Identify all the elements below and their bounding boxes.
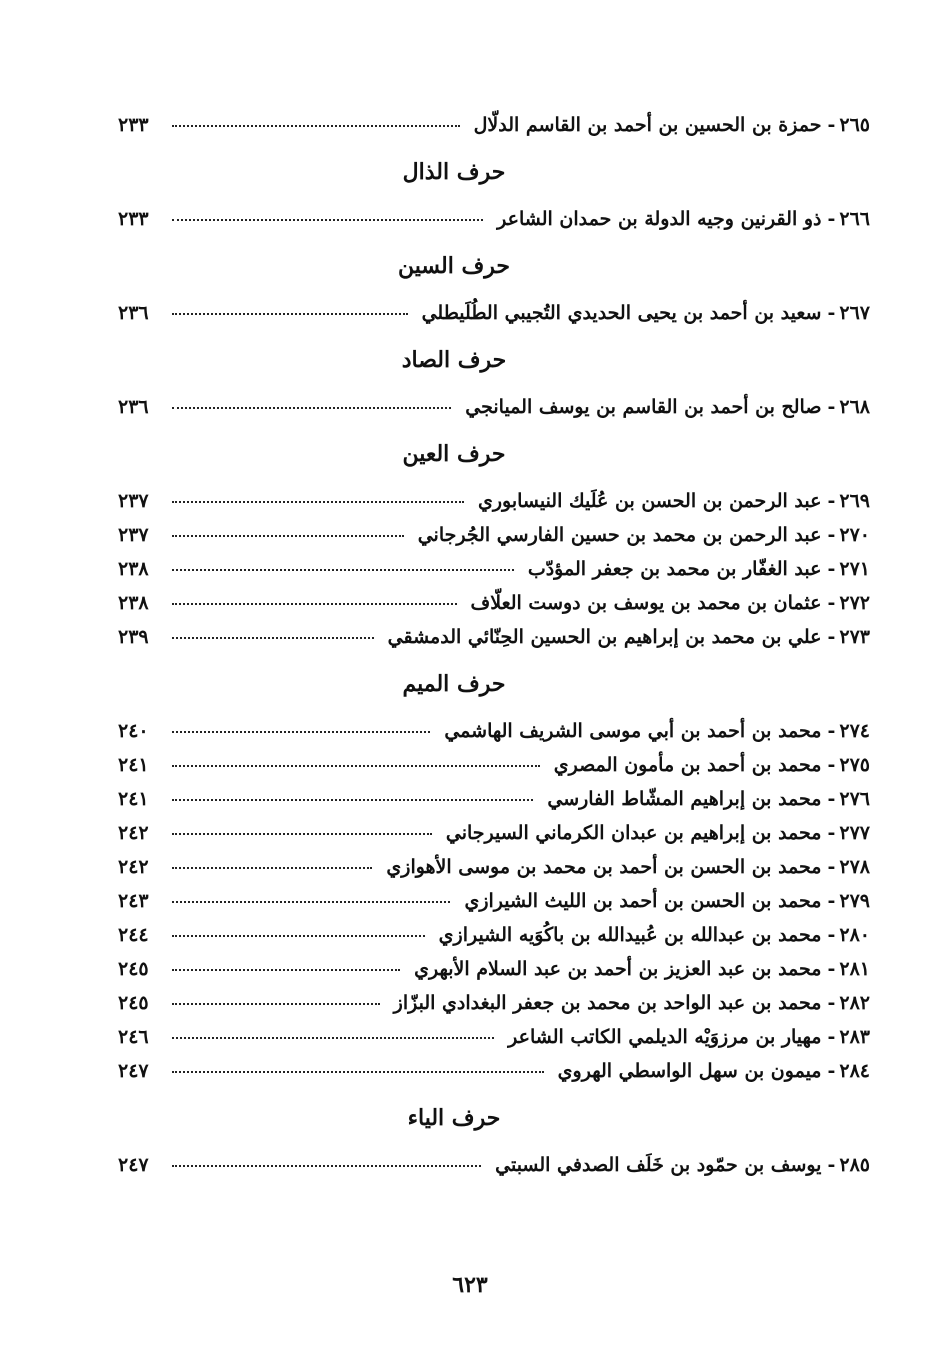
toc-entry — [118, 816, 870, 850]
dot-leader — [172, 1036, 494, 1039]
entry-name: صالح بن أحمد بن القاسم بن يوسف الميانجي — [465, 396, 822, 418]
entry-page: ٢٤٢ — [118, 822, 149, 844]
entry-dash: - — [827, 524, 836, 546]
dot-leader — [172, 968, 400, 971]
toc-entry — [118, 1020, 870, 1054]
dot-leader — [172, 500, 464, 503]
section-heading: حرف العين — [402, 441, 506, 467]
entry-number: ٢٦٩ — [839, 490, 870, 512]
entry-page: ٢٣٨ — [118, 558, 149, 580]
toc-entry — [118, 884, 870, 918]
entry-dash: - — [827, 558, 836, 580]
dot-leader — [172, 218, 483, 221]
entry-number: ٢٧١ — [839, 558, 870, 580]
entry-page: ٢٣٦ — [118, 396, 149, 418]
toc-entry — [118, 620, 870, 654]
toc-entry — [118, 1148, 870, 1182]
toc-entry — [118, 484, 870, 518]
dot-leader — [172, 534, 404, 537]
toc-entry — [118, 390, 870, 424]
toc-entry — [118, 986, 870, 1020]
toc-entry — [118, 202, 870, 236]
dot-leader — [172, 900, 450, 903]
entry-number: ٢٧٧ — [839, 822, 870, 844]
entry-number: ٢٧٠ — [839, 524, 870, 546]
entry-page: ٢٣٦ — [118, 302, 149, 324]
entry-name: محمد بن عبد الواحد بن محمد بن جعفر البغدادي البزّاز — [393, 992, 822, 1014]
entry-name: محمد بن إبراهيم بن عبدان الكرماني السيرجاني — [445, 822, 822, 844]
entry-dash: - — [827, 114, 836, 136]
toc-entry — [118, 586, 870, 620]
dot-leader — [172, 124, 460, 127]
table-of-contents — [118, 108, 870, 1182]
toc-entry — [118, 1054, 870, 1088]
entry-number: ٢٧٢ — [839, 592, 870, 614]
entry-page: ٢٣٧ — [118, 524, 149, 546]
entry-name: محمد بن الحسن بن أحمد بن الليث الشيرازي — [464, 890, 822, 912]
toc-entry — [118, 108, 870, 142]
entry-name: عبد الرحمن بن محمد بن حسين الفارسي الجُرجاني — [417, 524, 822, 546]
entry-page: ٢٤٣ — [118, 890, 149, 912]
entry-dash: - — [827, 1060, 836, 1082]
entry-number: ٢٨٢ — [839, 992, 870, 1014]
page-number: ٦٢٣ — [452, 1272, 488, 1298]
entry-number: ٢٧٤ — [839, 720, 870, 742]
toc-entry — [118, 714, 870, 748]
dot-leader — [172, 406, 451, 409]
entry-number: ٢٧٩ — [839, 890, 870, 912]
dot-leader — [172, 798, 533, 801]
dot-leader — [172, 764, 540, 767]
dot-leader — [172, 312, 408, 315]
entry-number: ٢٨٣ — [839, 1026, 870, 1048]
entry-dash: - — [827, 754, 836, 776]
entry-name: محمد بن أحمد بن أبي موسى الشريف الهاشمي — [444, 720, 822, 742]
entry-dash: - — [827, 890, 836, 912]
entry-dash: - — [827, 592, 836, 614]
entry-page: ٢٤٢ — [118, 856, 149, 878]
entry-number: ٢٧٣ — [839, 626, 870, 648]
dot-leader — [172, 934, 425, 937]
entry-number: ٢٨٥ — [839, 1154, 870, 1176]
entry-dash: - — [827, 1154, 836, 1176]
entry-dash: - — [827, 788, 836, 810]
entry-number: ٢٦٥ — [839, 114, 870, 136]
entry-name: سعيد بن أحمد بن يحيى الحديدي التُجيبي الطُلَيطلي — [421, 302, 822, 324]
entry-page: ٢٤٧ — [118, 1154, 149, 1176]
entry-dash: - — [827, 992, 836, 1014]
entry-name: ذو القرنين وجيه الدولة بن حمدان الشاعر — [497, 208, 822, 230]
entry-dash: - — [827, 822, 836, 844]
entry-page: ٢٤٤ — [118, 924, 149, 946]
section-heading: حرف الذال — [402, 159, 506, 185]
entry-dash: - — [827, 490, 836, 512]
entry-number: ٢٨٠ — [839, 924, 870, 946]
entry-number: ٢٨٤ — [839, 1060, 870, 1082]
dot-leader — [172, 1164, 481, 1167]
entry-page: ٢٤٥ — [118, 958, 149, 980]
entry-name: عبد الرحمن بن الحسن بن عُلَيك النيسابوري — [477, 490, 822, 512]
entry-page: ٢٤١ — [118, 754, 149, 776]
entry-page: ٢٣٣ — [118, 114, 149, 136]
entry-page: ٢٤٥ — [118, 992, 149, 1014]
entry-number: ٢٧٥ — [839, 754, 870, 776]
section-heading: حرف الياء — [407, 1105, 501, 1131]
entry-name: يوسف بن حمّود بن خَلَف الصدفي السبتي — [495, 1154, 822, 1176]
toc-entry — [118, 952, 870, 986]
entry-page: ٢٣٨ — [118, 592, 149, 614]
entry-dash: - — [827, 208, 836, 230]
entry-name: عثمان بن محمد بن يوسف بن دوست العلّاف — [470, 592, 822, 614]
entry-dash: - — [827, 720, 836, 742]
dot-leader — [172, 602, 457, 605]
entry-dash: - — [827, 958, 836, 980]
dot-leader — [172, 568, 514, 571]
entry-page: ٢٤٠ — [118, 720, 149, 742]
toc-entry — [118, 296, 870, 330]
entry-number: ٢٧٨ — [839, 856, 870, 878]
entry-dash: - — [827, 302, 836, 324]
entry-dash: - — [827, 1026, 836, 1048]
section-heading: حرف الصاد — [401, 347, 507, 373]
dot-leader — [172, 832, 432, 835]
entry-number: ٢٦٦ — [839, 208, 870, 230]
entry-page: ٢٣٧ — [118, 490, 149, 512]
entry-page: ٢٤١ — [118, 788, 149, 810]
section-heading: حرف السين — [397, 253, 511, 279]
entry-page: ٢٤٧ — [118, 1060, 149, 1082]
entry-page: ٢٣٣ — [118, 208, 149, 230]
entry-number: ٢٦٨ — [839, 396, 870, 418]
dot-leader — [172, 866, 372, 869]
entry-dash: - — [827, 856, 836, 878]
dot-leader — [172, 1070, 544, 1073]
entry-name: مهيار بن مرزوَيْه الديلمي الكاتب الشاعر — [508, 1026, 822, 1048]
entry-name: محمد بن الحسن بن أحمد بن محمد بن موسى الأهوازي — [386, 856, 822, 878]
dot-leader — [172, 730, 430, 733]
entry-dash: - — [827, 626, 836, 648]
entry-page: ٢٣٩ — [118, 626, 149, 648]
entry-number: ٢٦٧ — [839, 302, 870, 324]
toc-entry — [118, 552, 870, 586]
entry-number: ٢٧٦ — [839, 788, 870, 810]
entry-name: حمزة بن الحسين بن أحمد بن القاسم الدلّال — [473, 114, 822, 136]
dot-leader — [172, 1002, 380, 1005]
entry-name: محمد بن عبد العزيز بن أحمد بن عبد السلام الأبهري — [414, 958, 822, 980]
entry-name: محمد بن عبدالله بن عُبيدالله بن باكُوَيه الشيرازي — [438, 924, 822, 946]
entry-page: ٢٤٦ — [118, 1026, 149, 1048]
toc-entry — [118, 850, 870, 884]
toc-entry — [118, 782, 870, 816]
dot-leader — [172, 636, 374, 639]
section-heading: حرف الميم — [402, 671, 506, 697]
entry-dash: - — [827, 396, 836, 418]
toc-entry — [118, 748, 870, 782]
entry-name: علي بن محمد بن إبراهيم بن الحسين الحِنّائي الدمشقي — [387, 626, 822, 648]
entry-name: محمد بن أحمد بن مأمون المصري — [553, 754, 822, 776]
entry-dash: - — [827, 924, 836, 946]
entry-name: عبد الغفّار بن محمد بن جعفر المؤدّب — [527, 558, 822, 580]
entry-name: ميمون بن سهل الواسطي الهروي — [557, 1060, 822, 1082]
entry-name: محمد بن إبراهيم المشّاط الفارسي — [547, 788, 822, 810]
entry-number: ٢٨١ — [839, 958, 870, 980]
toc-entry — [118, 518, 870, 552]
toc-entry — [118, 918, 870, 952]
